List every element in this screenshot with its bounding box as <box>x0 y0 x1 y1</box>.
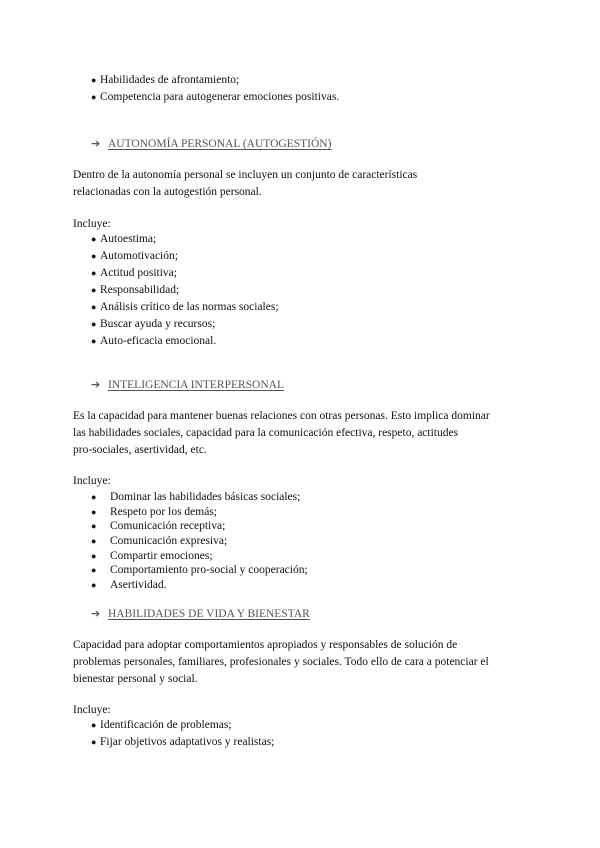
bullet-icon: ● <box>91 234 97 244</box>
bullet-icon: ● <box>91 506 97 517</box>
list-item: ● Compartir emociones; <box>91 549 213 562</box>
bullet-icon: ● <box>91 492 97 502</box>
bullet-icon: ● <box>91 302 97 312</box>
list-item: ● Comunicación expresiva; <box>91 535 228 548</box>
list-item: ● Dominar las habilidades básicas sociales; <box>91 491 301 503</box>
bullet-icon: ● <box>91 75 97 85</box>
list-item: ● Asertividad. <box>91 579 167 592</box>
arrow-right-icon: ➔ <box>91 378 101 391</box>
list-item: ● Actitud positiva; <box>91 265 279 282</box>
list-item: ● Auto-eficacia emocional. <box>91 333 279 350</box>
list-item: ● Comportamiento pro-social y cooperación; <box>91 564 308 577</box>
bullet-icon: ● <box>91 251 97 261</box>
list-item: ● Habilidades de afrontamiento; <box>91 72 339 89</box>
list-item: ● Identificación de problemas; <box>91 717 274 734</box>
paragraph-autonomia: Dentro de la autonomía personal se incluyen un conjunto de características relacionadas con la autogestión personal. <box>73 169 418 198</box>
includes-label: Incluye: <box>73 475 111 487</box>
includes-label: Incluye: <box>73 704 111 716</box>
bullet-icon: ● <box>91 737 97 747</box>
bullet-icon: ● <box>91 268 97 278</box>
bullet-icon: ● <box>91 521 97 532</box>
bullet-icon: ● <box>91 720 97 730</box>
list-item: ● Fijar objetivos adaptativos y realistas; <box>91 734 274 751</box>
bullet-icon: ● <box>91 565 97 576</box>
bienestar-list <box>91 717 274 751</box>
section-title: AUTONOMÍA PERSONAL (AUTOGESTIÓN) <box>108 138 332 150</box>
paragraph-bienestar: Capacidad para adoptar comportamientos apropiados y responsables de solución de problemas personales, familiares, profesionales y sociales. Todo ello de cara a potenciar el bienestar personal y social. <box>73 639 489 685</box>
section-heading-bienestar <box>91 605 310 623</box>
list-item: ● Buscar ayuda y recursos; <box>91 316 279 333</box>
bullet-icon: ● <box>91 319 97 329</box>
bullet-icon: ● <box>91 92 97 102</box>
bullet-icon: ● <box>91 536 97 547</box>
section-title: INTELIGENCIA INTERPERSONAL <box>108 379 284 391</box>
list-item: ● Automotivación; <box>91 248 279 265</box>
arrow-right-icon: ➔ <box>91 137 101 150</box>
top-list <box>91 72 339 106</box>
list-item: ● Autoestima; <box>91 231 279 248</box>
autonomia-list <box>91 231 279 350</box>
list-item: ● Responsabilidad; <box>91 282 279 299</box>
bullet-icon: ● <box>91 580 97 591</box>
interpersonal-list <box>91 490 308 593</box>
paragraph-interpersonal: Es la capacidad para mantener buenas relaciones con otras personas. Esto implica dominar las habilidades sociales, capacidad para la comunicación efectiva, respeto, actitudes pro-sociales, asertividad, etc. <box>73 410 490 456</box>
list-item: ● Comunicación receptiva; <box>91 520 226 533</box>
list-item: ● Competencia para autogenerar emociones positivas. <box>91 89 339 106</box>
section-heading-autonomia <box>91 135 331 153</box>
list-item: ● Análisis crítico de las normas sociales; <box>91 299 279 316</box>
includes-label: Incluye: <box>73 218 111 230</box>
section-title: HABILIDADES DE VIDA Y BIENESTAR <box>108 608 310 620</box>
bullet-icon: ● <box>91 550 97 561</box>
arrow-right-icon: ➔ <box>91 607 101 620</box>
bullet-icon: ● <box>91 285 97 295</box>
section-heading-interpersonal <box>91 376 284 394</box>
list-item: ● Respeto por los demás; <box>91 505 217 518</box>
bullet-icon: ● <box>91 336 97 346</box>
